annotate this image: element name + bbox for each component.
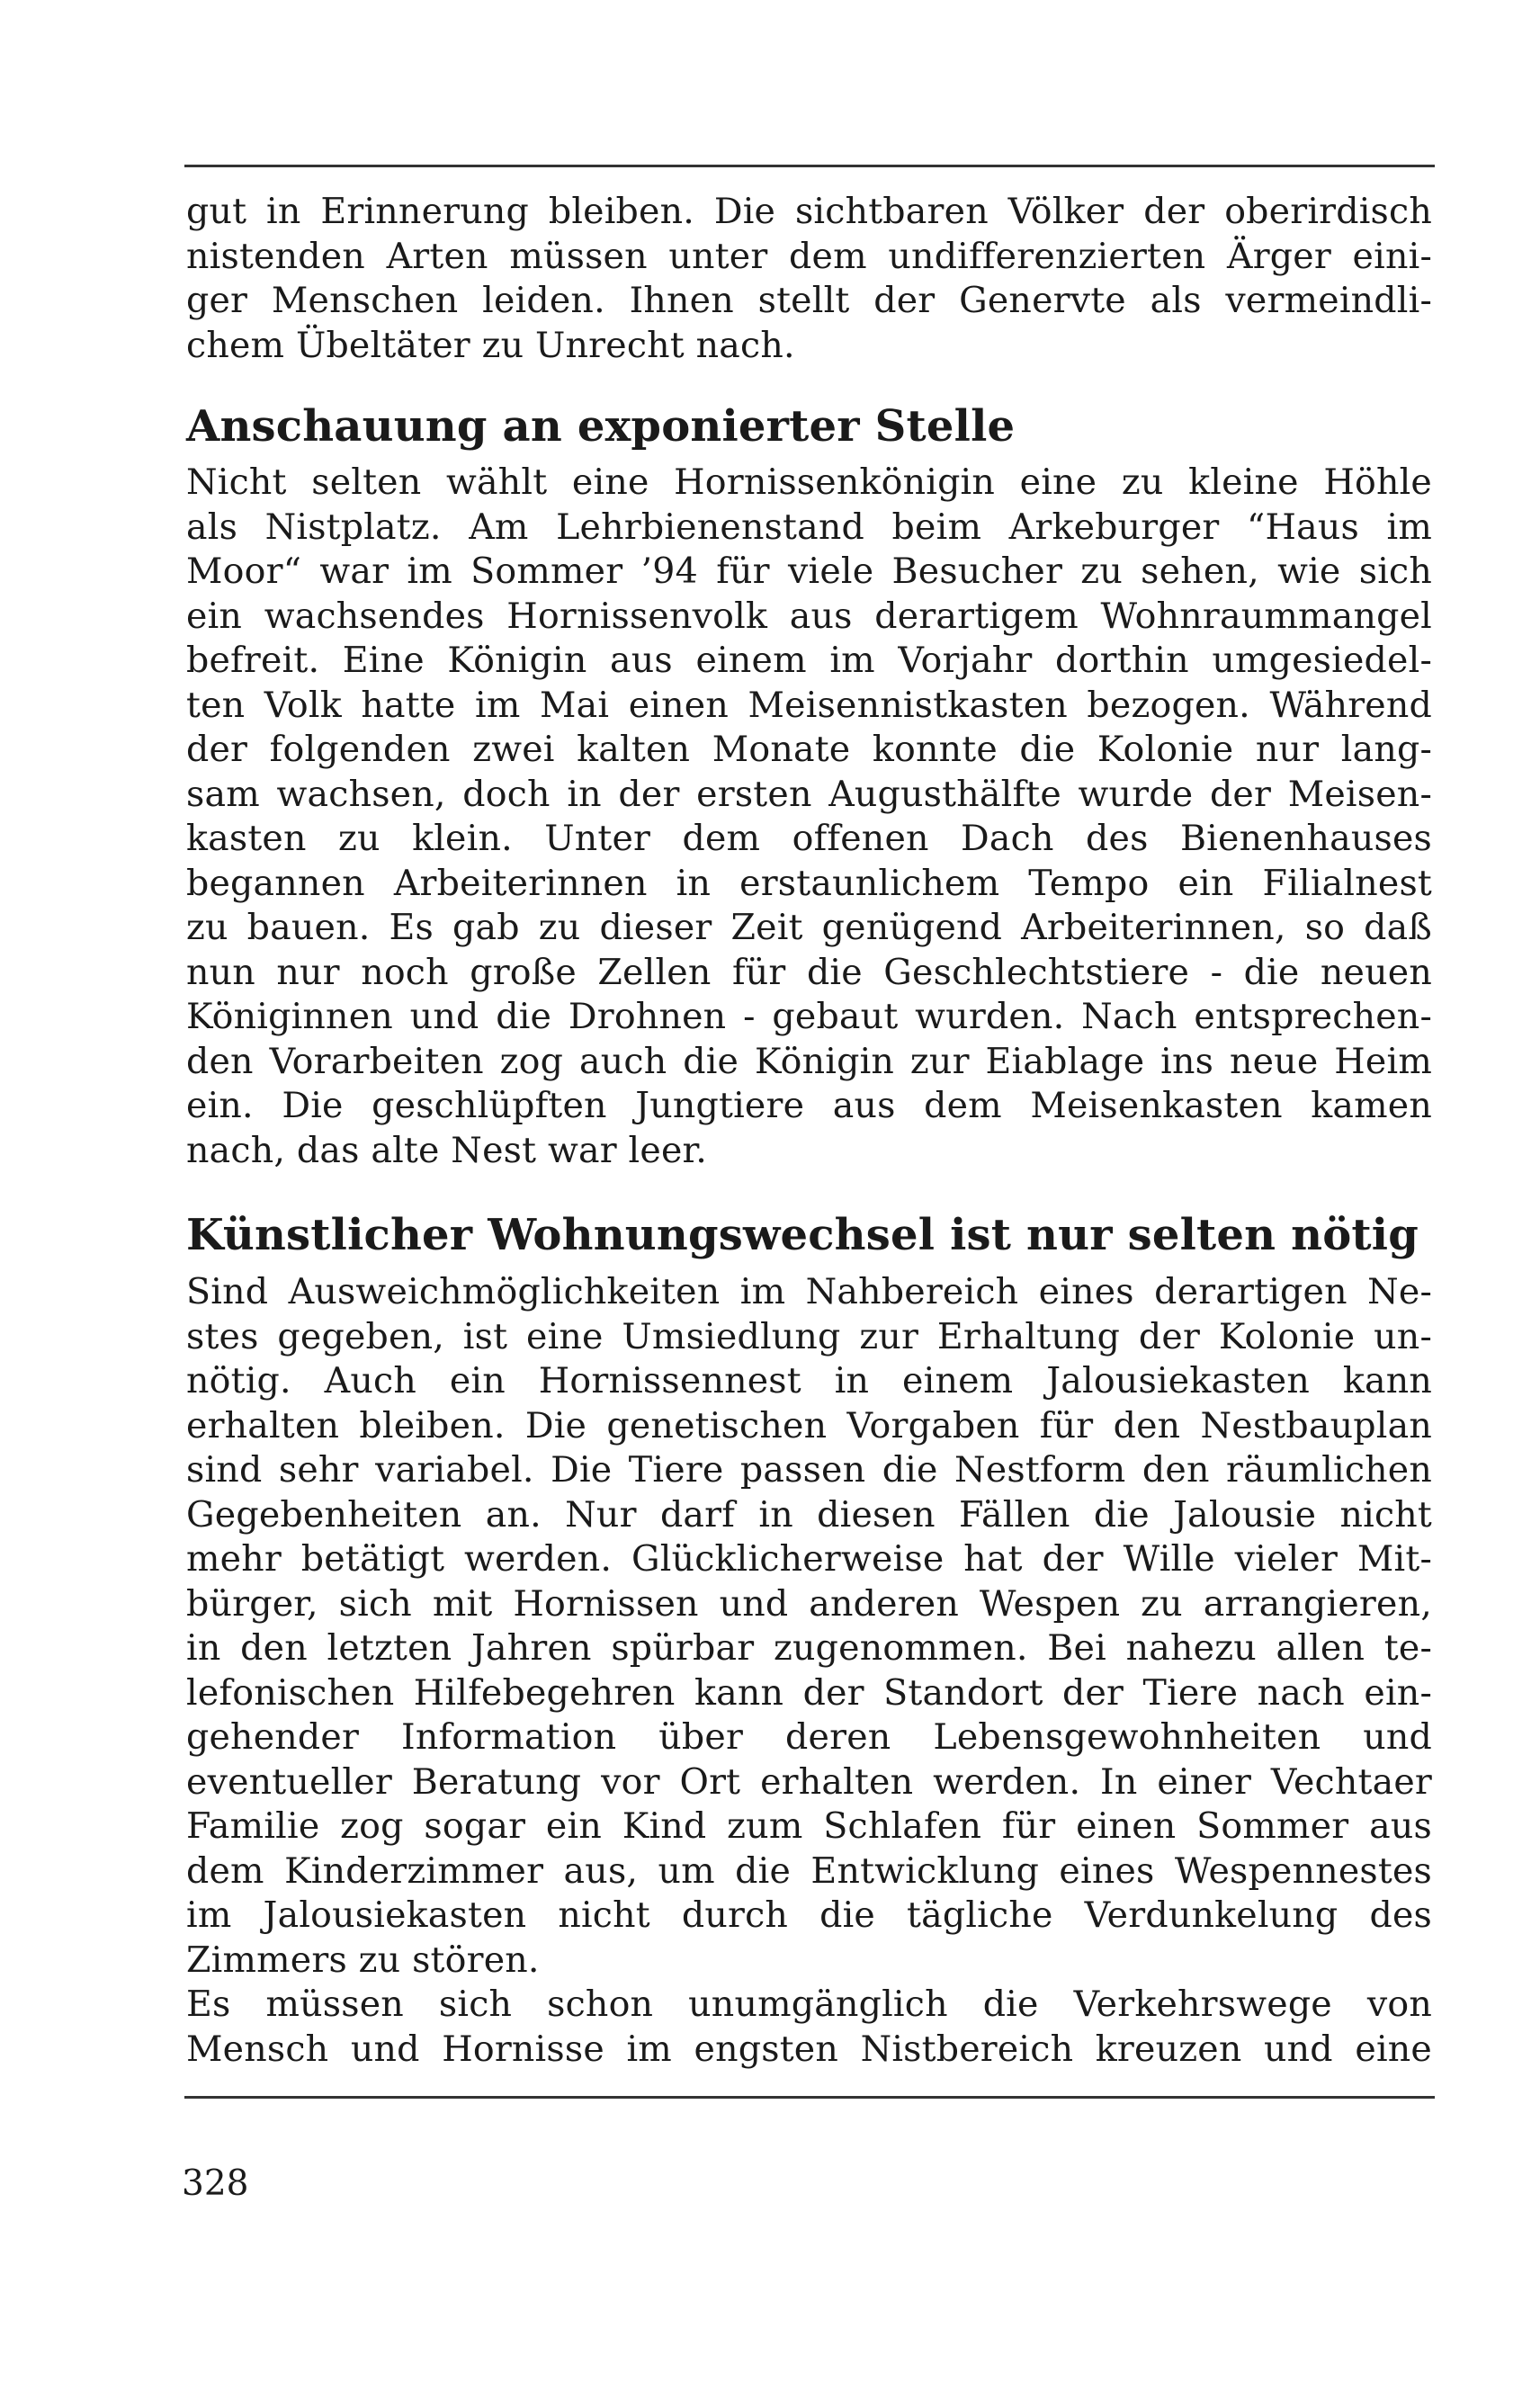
text-line: befreit. Eine Königin aus einem im Vorjahr dorthin umgesiedel- <box>186 640 1432 681</box>
text-line: in den letzten Jahren spürbar zugenommen. Bei nahezu allen te- <box>186 1627 1432 1669</box>
text-line: Mensch und Hornisse im engsten Nistbereich kreuzen und eine <box>186 2028 1432 2070</box>
text-line: im Jalousiekasten nicht durch die tägliche Verdunkelung des <box>186 1894 1432 1936</box>
text-line: dem Kinderzimmer aus, um die Entwicklung eines Wespennestes <box>186 1849 1432 1892</box>
text-line: Es müssen sich schon unumgänglich die Verkehrswege von <box>186 1984 1432 2025</box>
text-line: Moor“ war im Sommer ’94 für viele Besucher zu sehen, wie sich <box>186 551 1432 592</box>
text-line: kasten zu klein. Unter dem offenen Dach des Bienenhauses <box>186 818 1432 859</box>
text-line: erhalten bleiben. Die genetischen Vorgaben für den Nestbauplan <box>186 1404 1432 1446</box>
text-line: nistenden Arten müssen unter dem undifferenzierten Ärger eini- <box>186 235 1432 277</box>
text-line: sind sehr variabel. Die Tiere passen die Nestform den räumlichen <box>186 1449 1432 1491</box>
text-line: ger Menschen leiden. Ihnen stellt der Genervte als vermeindli- <box>186 280 1432 321</box>
page-number: 328 <box>182 2163 249 2204</box>
text-line: nötig. Auch ein Hornissennest in einem Jalousiekasten kann <box>186 1360 1432 1401</box>
text-line: bürger, sich mit Hornissen und anderen Wespen zu arrangieren, <box>186 1582 1432 1625</box>
section-paragraph <box>186 1270 1432 2072</box>
text-line: Königinnen und die Drohnen - gebaut wurden. Nach entsprechen- <box>186 996 1432 1037</box>
text-line: eventueller Beratung vor Ort erhalten werden. In einer Vechtaer <box>186 1760 1432 1803</box>
text-line: nun nur noch große Zellen für die Geschlechtstiere - die neuen <box>186 951 1432 993</box>
text-line: Familie zog sogar ein Kind zum Schlafen für einen Sommer aus <box>186 1805 1432 1847</box>
text-line: nach, das alte Nest war leer. <box>186 1129 708 1171</box>
text-line: mehr betätigt werden. Glücklicherweise hat der Wille vieler Mit- <box>186 1538 1432 1580</box>
text-line: sam wachsen, doch in der ersten Augusthälfte wurde der Meisen- <box>186 773 1432 815</box>
text-line: Sind Ausweichmöglichkeiten im Nahbereich eines derartigen Ne- <box>186 1271 1432 1312</box>
text-line: gut in Erinnerung bleiben. Die sichtbaren Völker der oberirdisch <box>186 191 1432 232</box>
text-line: gehender Information über deren Lebensgewohnheiten und <box>186 1716 1432 1758</box>
text-line: der folgenden zwei kalten Monate konnte die Kolonie nur lang- <box>186 729 1432 770</box>
bottom-rule <box>184 2096 1435 2099</box>
text-line: Zimmers zu stören. <box>186 1939 540 1981</box>
section-paragraph <box>186 461 1432 1173</box>
top-rule <box>184 165 1435 167</box>
text-line: Nicht selten wählt eine Hornissenkönigin eine zu kleine Höhle <box>186 461 1432 503</box>
text-line: ten Volk hatte im Mai einen Meisennistkasten bezogen. Während <box>186 684 1432 726</box>
text-line: als Nistplatz. Am Lehrbienenstand beim Arkeburger “Haus im <box>186 506 1432 548</box>
intro-paragraph <box>186 190 1432 368</box>
text-line: ein wachsendes Hornissenvolk aus derartigem Wohnraummangel <box>186 595 1432 637</box>
text-line: den Vorarbeiten zog auch die Königin zur Eiablage ins neue Heim <box>186 1040 1432 1082</box>
text-line: Gegebenheiten an. Nur darf in diesen Fällen die Jalousie nicht <box>186 1493 1432 1536</box>
text-line: begannen Arbeiterinnen in erstaunlichem Tempo ein Filialnest <box>186 862 1432 904</box>
section-heading: Anschauung an exponierter Stelle <box>186 401 1016 452</box>
section-heading: Künstlicher Wohnungswechsel ist nur selten nötig <box>186 1210 1419 1260</box>
text-line: zu bauen. Es gab zu dieser Zeit genügend Arbeiterinnen, so daß <box>186 907 1432 948</box>
text-line: stes gegeben, ist eine Umsiedlung zur Erhaltung der Kolonie un- <box>186 1315 1432 1357</box>
text-line: lefonischen Hilfebegehren kann der Standort der Tiere nach ein- <box>186 1671 1432 1714</box>
text-line: chem Übeltäter zu Unrecht nach. <box>186 324 795 366</box>
text-line: ein. Die geschlüpften Jungtiere aus dem Meisenkasten kamen <box>186 1085 1432 1126</box>
